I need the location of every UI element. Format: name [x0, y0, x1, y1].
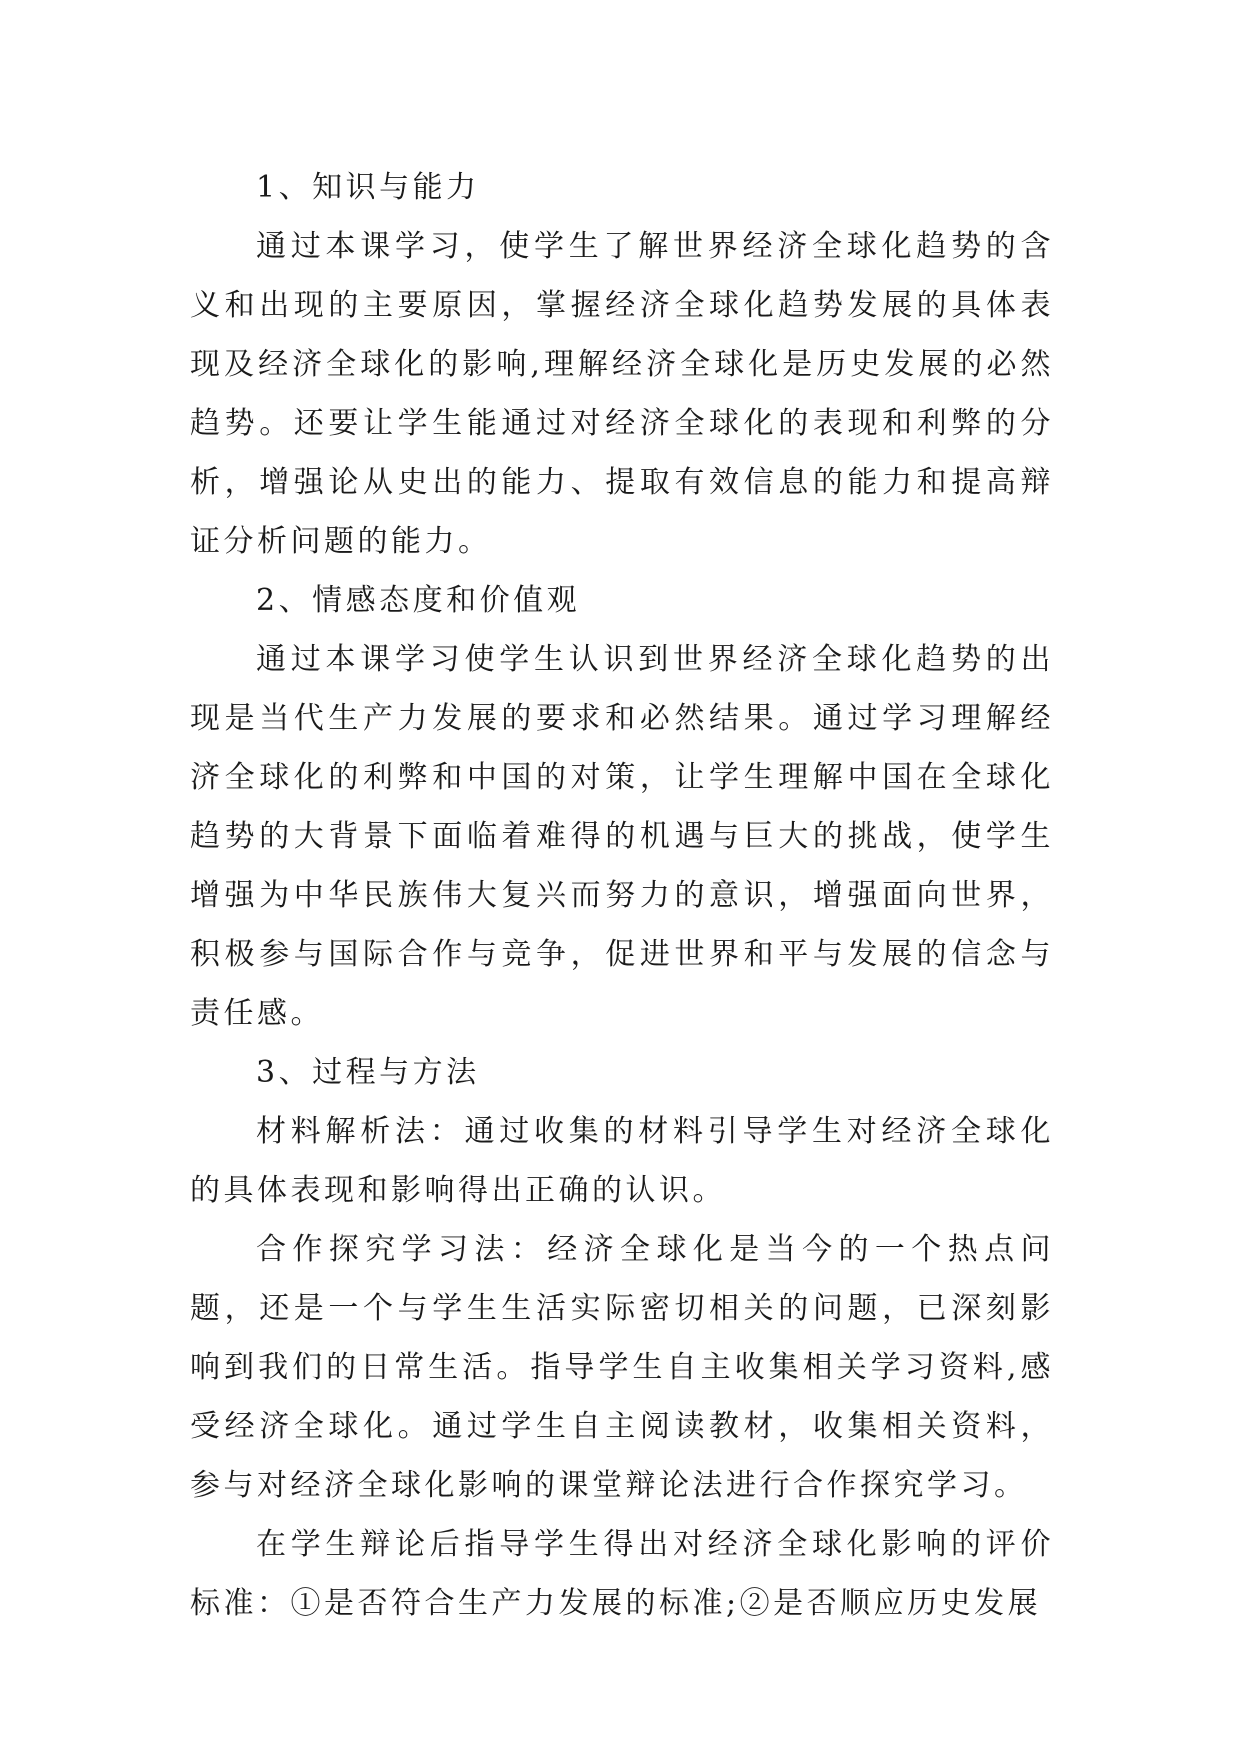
paragraph-cooperative-learning: 合作探究学习法：经济全球化是当今的一个热点问题，还是一个与学生生活实际密切相关的问题，已深刻影响到我们的日常生活。指导学生自主收集相关学习资料,感受经济全球化。通过学生自主阅读教材，收集相关资料，参与对经济全球化影响的课堂辩论法进行合作探究学习。: [190, 1232, 1054, 1503]
section-heading-attitude: 2、情感态度和价值观: [256, 583, 581, 618]
document-body: [190, 158, 1054, 1633]
paragraph-knowledge-goals: 通过本课学习，使学生了解世界经济全球化趋势的含义和出现的主要原因，掌握经济全球化趋势发展的具体表现及经济全球化的影响,理解经济全球化是历史发展的必然趋势。还要让学生能通过对经济全球化的表现和利弊的分析，增强论从史出的能力、提取有效信息的能力和提高辩证分析问题的能力。: [190, 229, 1054, 559]
paragraph-material-analysis: 材料解析法：通过收集的材料引导学生对经济全球化的具体表现和影响得出正确的认识。: [190, 1114, 1054, 1208]
section-heading-process: 3、过程与方法: [256, 1055, 480, 1090]
paragraph-attitude-goals: 通过本课学习使学生认识到世界经济全球化趋势的出现是当代生产力发展的要求和必然结果。通过学习理解经济全球化的利弊和中国的对策，让学生理解中国在全球化趋势的大背景下面临着难得的机遇与巨大的挑战，使学生增强为中华民族伟大复兴而努力的意识，增强面向世界，积极参与国际合作与竞争，促进世界和平与发展的信念与责任感。: [190, 642, 1054, 1031]
paragraph-evaluation-criteria: 在学生辩论后指导学生得出对经济全球化影响的评价标准：①是否符合生产力发展的标准;②是否顺应历史发展: [190, 1527, 1054, 1621]
section-heading-knowledge: 1、知识与能力: [256, 170, 480, 205]
